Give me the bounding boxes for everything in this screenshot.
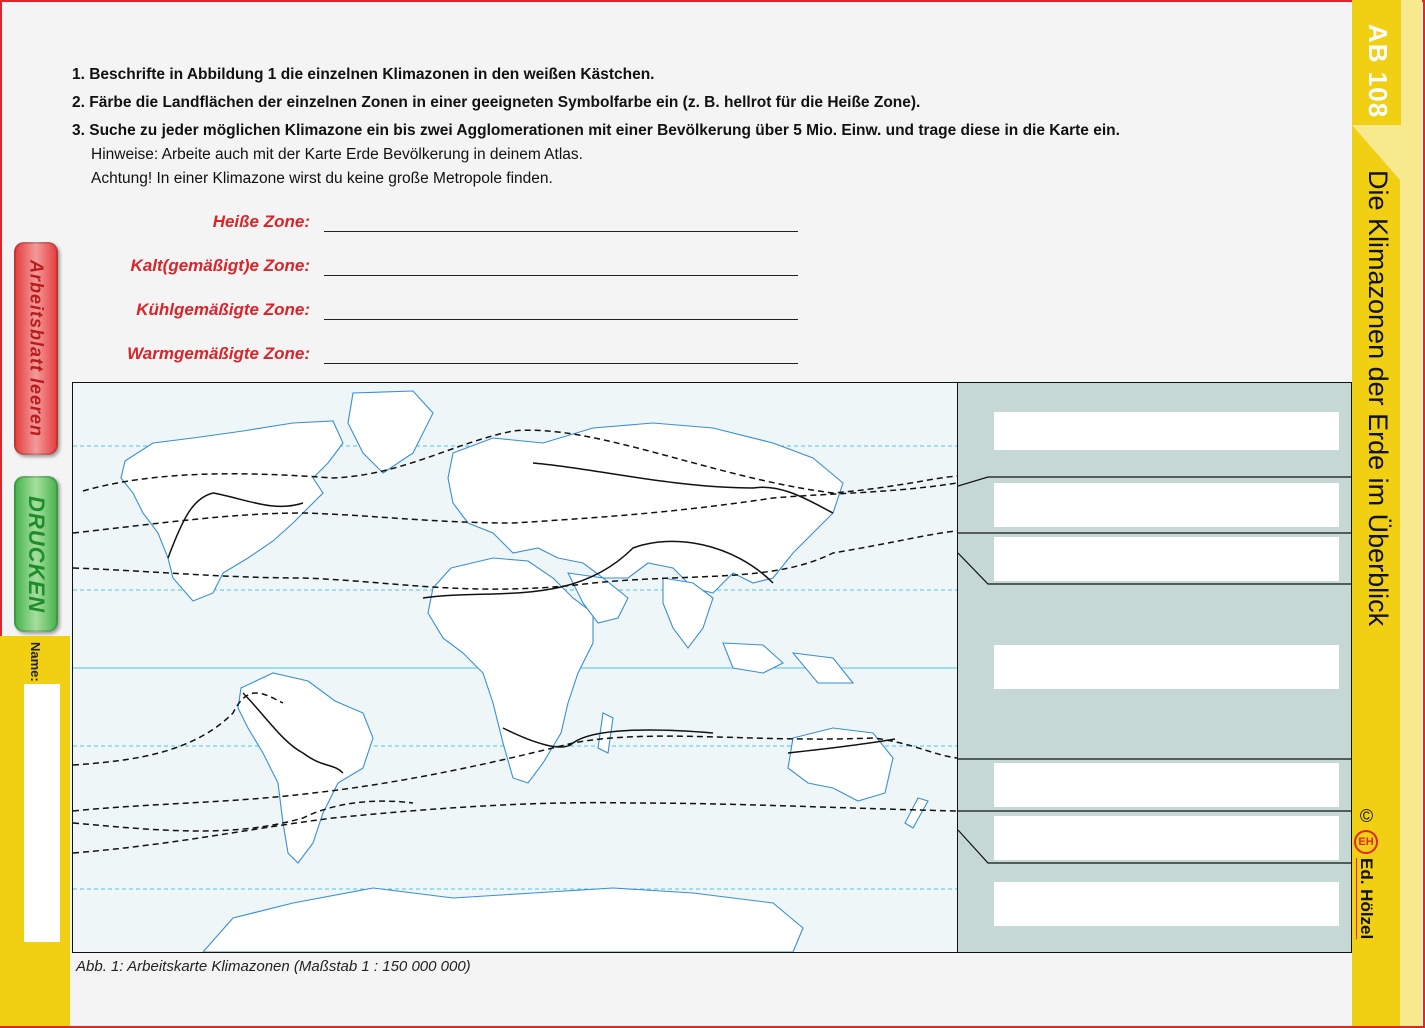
zone-label: Kalt(gemäßigt)e Zone: [130,256,310,275]
name-field[interactable] [24,684,60,942]
publisher-logo-icon: EH [1354,830,1378,854]
zone-row-cold [90,256,800,280]
zone-label: Heiße Zone: [212,212,310,231]
hint-2: Achtung! In einer Klimazone wirst du keine große Metropole finden. [91,170,553,187]
zone-answer-line[interactable] [324,275,798,276]
name-label: Name: [28,642,43,682]
zone-row-hot [90,212,800,236]
zone-answer-line[interactable] [324,363,798,364]
sheet-title: Die Klimazonen der Erde im Überblick [1363,170,1393,627]
hint-1: Hinweise: Arbeite auch mit der Karte Erde Bevölkerung in deinem Atlas. [91,146,583,163]
zone-answer-line[interactable] [324,231,798,232]
zone-label: Kühlgemäßigte Zone: [136,300,310,319]
print-label: DRUCKEN [24,495,49,613]
publisher-credit [1354,806,1378,939]
instruction-1: 1. Beschrifte in Abbildung 1 die einzelnen Klimazonen in den weißen Kästchen. [72,66,655,83]
sheet-number: AB 108 [1363,24,1393,119]
zone-label: Warmgemäßigte Zone: [127,344,310,363]
clear-sheet-label: Arbeitsblatt leeren [26,259,47,438]
instruction-2: 2. Färbe die Landflächen der einzelnen Zonen in einer geeigneten Symbolfarbe ein (z. B. hellrot für die Heiße Zone). [72,94,921,111]
zone-row-cool-temperate [90,300,800,324]
copyright-symbol: © [1356,806,1377,826]
publisher-name: Ed. Hölzel [1357,858,1376,940]
map-caption: Abb. 1: Arbeitskarte Klimazonen (Maßstab 1 : 150 000 000) [76,958,471,975]
clear-sheet-button[interactable] [14,242,58,455]
map-frame [72,382,1352,953]
zone-answer-line[interactable] [324,319,798,320]
zone-row-warm-temperate [90,344,800,368]
instruction-3: 3. Suche zu jeder möglichen Klimazone ein bis zwei Agglomerationen mit einer Bevölkerung über 5 Mio. Einw. und trage diese in die Karte ein. [72,122,1120,139]
print-button[interactable] [14,476,58,632]
